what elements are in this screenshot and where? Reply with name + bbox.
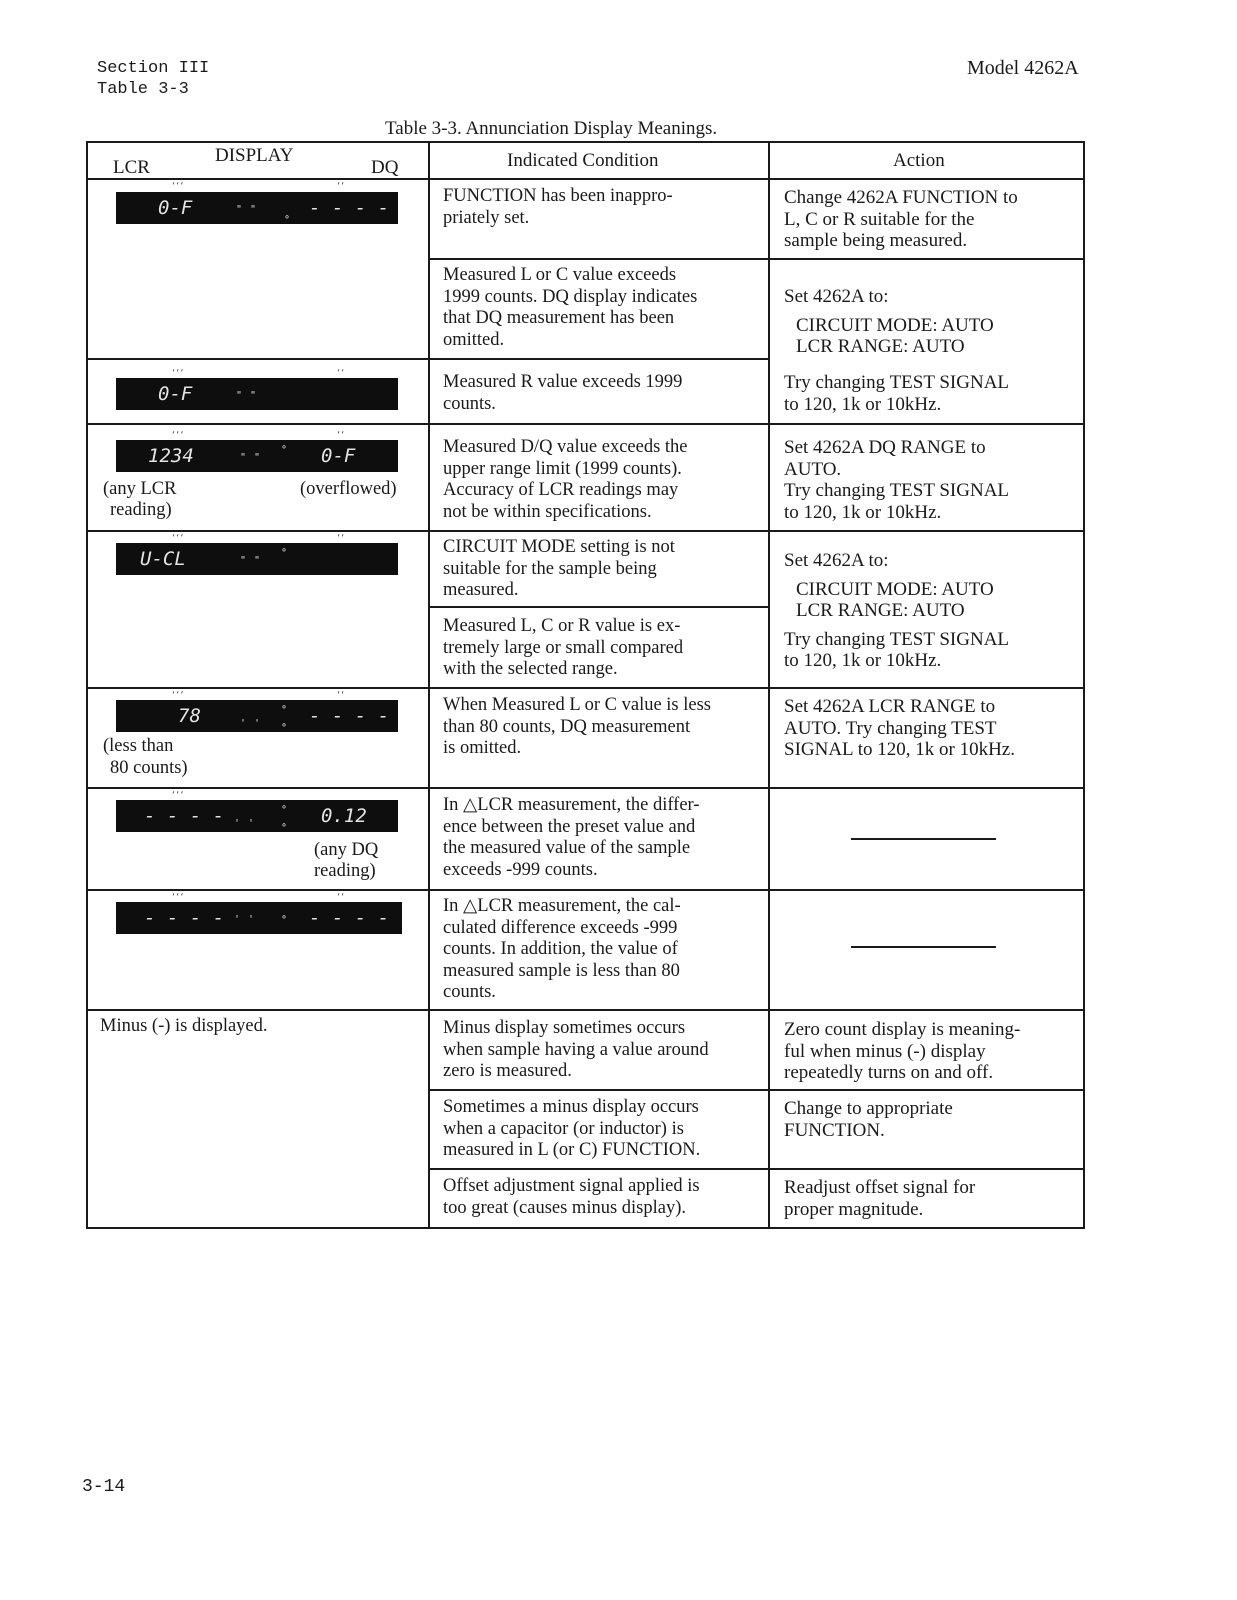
section-label: Section III bbox=[97, 59, 210, 78]
label-dq-reading: reading) bbox=[314, 861, 376, 881]
tick-marks: ‘‘ bbox=[337, 892, 346, 903]
column-divider-1 bbox=[428, 141, 430, 1229]
annunciator: ' ' bbox=[234, 914, 256, 925]
row-divider bbox=[428, 1089, 1085, 1091]
row-divider bbox=[428, 1168, 1085, 1170]
condition-cell: When Measured L or C value is less than 80 counts, DQ measurement is omitted. bbox=[443, 695, 712, 758]
no-action-dash bbox=[851, 946, 996, 948]
row-divider bbox=[86, 358, 770, 360]
row-divider bbox=[86, 1009, 1085, 1011]
action-cell: Readjust offset signal for proper magnitude. bbox=[784, 1177, 976, 1220]
row-divider bbox=[86, 423, 1085, 425]
annunciator: " " bbox=[240, 555, 262, 566]
decimal-dot: ∘ bbox=[281, 912, 288, 923]
no-action-dash bbox=[851, 838, 996, 840]
display-panel-function-error bbox=[116, 192, 398, 224]
annunciator: " " bbox=[236, 390, 258, 401]
header-divider bbox=[86, 178, 1085, 180]
row-divider bbox=[86, 787, 1085, 789]
row-divider bbox=[86, 530, 1085, 532]
column-header-dq: DQ bbox=[371, 157, 399, 178]
tick-marks: ‘‘ bbox=[337, 533, 346, 544]
column-divider-2 bbox=[768, 141, 770, 1229]
action-cell: Zero count display is meaning- ful when minus (-) display repeatedly turns on and off. bbox=[784, 1019, 1021, 1083]
tick-marks: ‘‘‘ bbox=[172, 368, 185, 379]
tick-marks: ‘‘‘ bbox=[172, 790, 185, 801]
table-border-left bbox=[86, 141, 88, 1229]
annunciator: ' ' bbox=[240, 718, 262, 729]
row-divider bbox=[428, 258, 1085, 260]
decimal-dot: ∘ bbox=[281, 702, 288, 713]
lcr-readout: - - - - bbox=[144, 907, 225, 929]
decimal-dot: ∘ bbox=[281, 442, 288, 453]
tick-marks: ‘‘‘ bbox=[172, 430, 185, 441]
decimal-dot: ∘ bbox=[281, 545, 288, 556]
page-number: 3-14 bbox=[82, 1477, 126, 1497]
lcr-readout: 0-F bbox=[158, 383, 193, 405]
condition-cell: Offset adjustment signal applied is too great (causes minus display). bbox=[443, 1176, 700, 1218]
action-cell: Set 4262A LCR RANGE to AUTO. Try changing TEST SIGNAL to 120, 1k or 10kHz. bbox=[784, 696, 1015, 760]
dq-readout: 0-F bbox=[321, 445, 356, 467]
column-header-display: DISPLAY bbox=[215, 145, 294, 166]
table-title: Table 3-3. Annunciation Display Meanings. bbox=[385, 118, 718, 139]
column-header-condition: Indicated Condition bbox=[507, 150, 659, 171]
display-panel-delta-lcr-low bbox=[116, 902, 402, 934]
table-border-right bbox=[1083, 141, 1085, 1229]
action-cell: Try changing TEST SIGNAL to 120, 1k or 10kHz. bbox=[784, 372, 1010, 415]
condition-cell: Measured L or C value exceeds 1999 counts. DQ display indicates that DQ measurement has been omitted. bbox=[443, 265, 698, 350]
row-divider bbox=[86, 889, 1085, 891]
lcr-readout: 1234 bbox=[148, 445, 194, 467]
display-panel-low-count bbox=[116, 700, 398, 732]
tick-marks: ‘‘‘ bbox=[172, 690, 185, 701]
tick-marks: ‘‘ bbox=[337, 181, 346, 192]
display-panel-dq-overflow bbox=[116, 440, 398, 472]
tick-marks: ‘‘ bbox=[337, 430, 346, 441]
condition-cell: Minus display sometimes occurs when sample having a value around zero is measured. bbox=[443, 1018, 709, 1081]
label-minus-displayed: Minus (-) is displayed. bbox=[100, 1016, 268, 1036]
condition-cell: Measured L, C or R value is ex- tremely large or small compared with the selected range. bbox=[443, 616, 684, 679]
table-reference: Table 3-3 bbox=[97, 80, 189, 99]
label-any-dq: (any DQ bbox=[314, 840, 379, 860]
action-cell: Change to appropriate FUNCTION. bbox=[784, 1098, 953, 1141]
dq-readout: 0.12 bbox=[321, 805, 367, 827]
dq-readout: - - - - bbox=[309, 705, 390, 727]
label-any-lcr: (any LCR bbox=[103, 479, 177, 499]
condition-cell: In △LCR measurement, the cal- culated difference exceeds -999 counts. In addition, the value of measured sample is less than 80 counts. bbox=[443, 896, 681, 1002]
table-border-bottom bbox=[86, 1227, 1085, 1229]
condition-cell: Sometimes a minus display occurs when a capacitor (or inductor) is measured in L (or C) FUNCTION. bbox=[443, 1097, 701, 1160]
tick-marks: ‘‘ bbox=[337, 368, 346, 379]
condition-cell: FUNCTION has been inappro- priately set. bbox=[443, 186, 673, 228]
label-less-than: (less than bbox=[103, 736, 174, 756]
action-cell: Set 4262A DQ RANGE to AUTO. Try changing TEST SIGNAL to 120, 1k or 10kHz. bbox=[784, 437, 1010, 523]
action-cell: Set 4262A to: CIRCUIT MODE: AUTO LCR RANGE: AUTO Try changing TEST SIGNAL to 120, 1k or 10kHz. bbox=[784, 550, 1010, 671]
annunciator: ' ' bbox=[234, 818, 256, 829]
action-cell: Change 4262A FUNCTION to L, C or R suitable for the sample being measured. bbox=[784, 187, 1018, 251]
condition-cell: Measured R value exceeds 1999 counts. bbox=[443, 372, 683, 414]
tick-marks: ‘‘‘ bbox=[172, 533, 185, 544]
model-label: Model 4262A bbox=[967, 57, 1079, 79]
action-cell: Set 4262A to: CIRCUIT MODE: AUTO LCR RANGE: AUTO bbox=[784, 286, 994, 357]
dq-readout: - - - - bbox=[309, 197, 390, 219]
label-reading: reading) bbox=[110, 500, 172, 520]
dq-readout: - - - - bbox=[309, 907, 390, 929]
lcr-readout: 0-F bbox=[158, 197, 193, 219]
tick-marks: ‘‘‘ bbox=[172, 892, 185, 903]
condition-cell: CIRCUIT MODE setting is not suitable for the sample being measured. bbox=[443, 537, 675, 600]
annunciator: " " bbox=[240, 452, 262, 463]
decimal-dot: ∘ bbox=[281, 820, 288, 831]
row-divider bbox=[428, 606, 770, 608]
lcr-readout: 78 bbox=[178, 705, 201, 727]
label-80-counts: 80 counts) bbox=[110, 758, 188, 778]
display-panel-r-overrange bbox=[116, 378, 398, 410]
decimal-dot: ∘ bbox=[281, 720, 288, 731]
lcr-readout: - - - - bbox=[144, 805, 225, 827]
display-panel-circuit-mode bbox=[116, 543, 398, 575]
table-border-top bbox=[86, 141, 1085, 143]
tick-marks: ‘‘ bbox=[337, 690, 346, 701]
display-panel-delta-lcr bbox=[116, 800, 398, 832]
decimal-dot: ∘ bbox=[281, 802, 288, 813]
tick-marks: ‘‘‘ bbox=[172, 181, 185, 192]
condition-cell: In △LCR measurement, the differ- ence between the preset value and the measured value of the sample exceeds -999 counts. bbox=[443, 795, 700, 880]
decimal-dot: ∘ bbox=[284, 212, 291, 223]
label-overflowed: (overflowed) bbox=[300, 479, 397, 499]
row-divider bbox=[86, 687, 1085, 689]
column-header-action: Action bbox=[893, 150, 945, 171]
condition-cell: Measured D/Q value exceeds the upper range limit (1999 counts). Accuracy of LCR readings may not be within specifications. bbox=[443, 437, 688, 522]
annunciator: " " bbox=[236, 204, 258, 215]
column-header-lcr: LCR bbox=[113, 157, 150, 178]
lcr-readout: U-CL bbox=[140, 548, 186, 570]
